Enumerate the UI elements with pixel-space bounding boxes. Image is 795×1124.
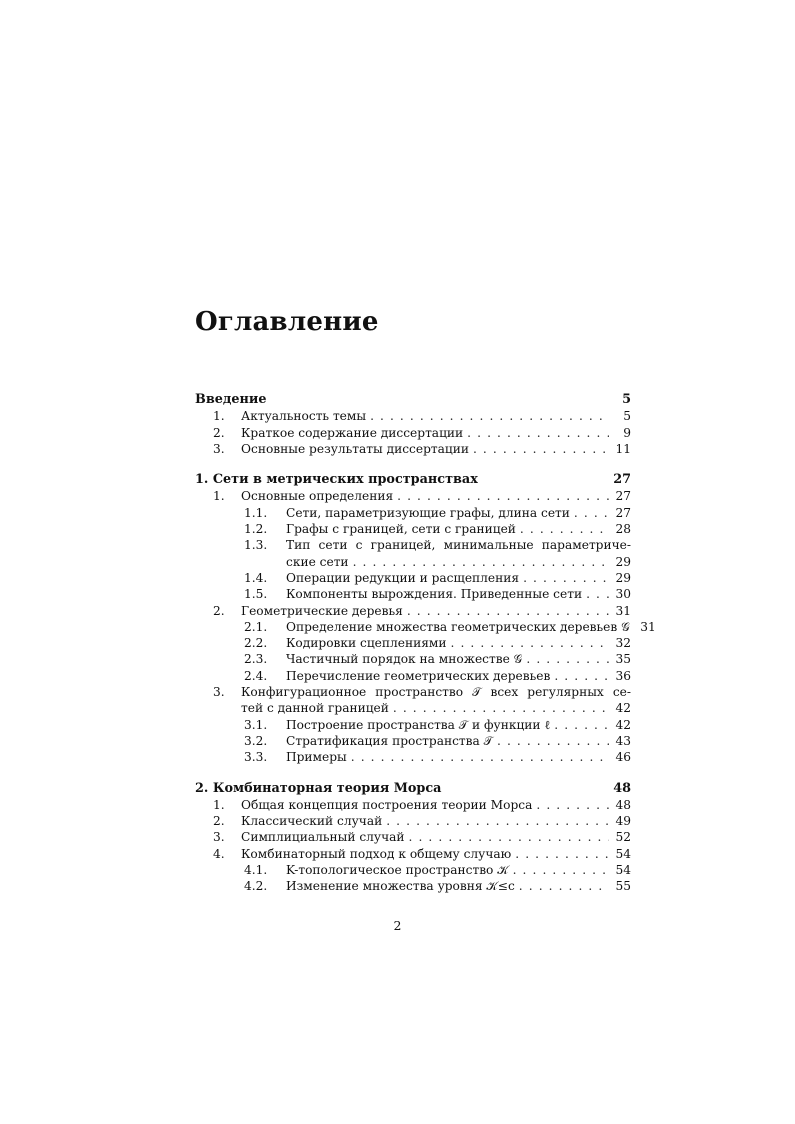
toc-subentry[interactable]	[195, 619, 656, 635]
page-ref: 52	[615, 830, 631, 845]
page-ref: 5	[623, 409, 631, 424]
toc-entry[interactable]	[195, 797, 631, 813]
entry-title: Стратификация пространства 𝒯	[286, 733, 493, 748]
entry-number: 1.5.	[244, 587, 268, 602]
entry-title: Симплициальный случай	[241, 830, 405, 845]
dot-leader	[467, 425, 609, 441]
entry-title: Частичный порядок на множестве 𝒢	[286, 652, 523, 667]
dot-leader	[519, 878, 609, 894]
entry-number: 1.4.	[244, 570, 268, 585]
toc-subentry[interactable]	[195, 570, 631, 586]
toc-subentry[interactable]	[195, 521, 631, 537]
dot-leader	[409, 829, 609, 845]
page-ref: 27	[615, 489, 631, 504]
toc-subentry[interactable]	[195, 505, 631, 521]
entry-title: Основные определения	[241, 489, 394, 504]
page-ref: 28	[615, 522, 631, 537]
page-ref: 54	[615, 863, 631, 878]
entry-number: 4.2.	[244, 879, 268, 894]
entry-number: 4.1.	[244, 863, 268, 878]
entry-title: Общая концепция построения теории Морса	[241, 797, 533, 812]
toc-subentry[interactable]	[195, 733, 631, 749]
toc-chapter-intro[interactable]	[195, 392, 631, 408]
entry-number: 2.3.	[244, 652, 268, 667]
dot-leader	[407, 603, 609, 619]
entry-number: 1.1.	[244, 505, 268, 520]
entry-number: 2.4.	[244, 668, 268, 683]
entry-title: Определение множества геометрических деревьев 𝒢	[286, 619, 630, 634]
page-ref: 42	[615, 717, 631, 732]
page-ref: 54	[615, 846, 631, 861]
dot-leader	[574, 505, 609, 521]
toc-entry[interactable]	[195, 408, 631, 424]
entry-title: Геометрические деревья	[241, 603, 403, 618]
page-ref: 11	[615, 441, 631, 456]
entry-title: Основные результаты диссертации	[241, 441, 469, 456]
dot-leader	[520, 521, 609, 537]
dot-leader	[513, 862, 609, 878]
page-ref: 36	[615, 668, 631, 683]
toc-entry[interactable]	[195, 441, 631, 457]
toc-entry[interactable]	[195, 813, 631, 829]
toc-entry-continued[interactable]	[195, 700, 631, 716]
entry-number: 2.	[213, 425, 225, 440]
page-ref: 42	[615, 701, 631, 716]
dot-leader	[586, 586, 609, 602]
dot-leader	[523, 570, 609, 586]
entry-number: 3.1.	[244, 717, 268, 732]
page-ref: 27	[613, 472, 631, 488]
entry-title: ские сети	[286, 554, 349, 569]
toc-subentry[interactable]	[195, 586, 631, 602]
toc-entry[interactable]	[195, 829, 631, 845]
dot-leader	[351, 749, 609, 765]
dot-leader	[526, 651, 609, 667]
entry-number: 1.	[213, 797, 225, 812]
entry-number: 1.3.	[244, 538, 268, 553]
dot-leader	[353, 554, 609, 570]
page-ref: 9	[623, 425, 631, 440]
entry-number: 2.	[213, 603, 225, 618]
dot-leader	[554, 668, 609, 684]
page-ref: 35	[615, 652, 631, 667]
dot-leader	[536, 797, 609, 813]
toc-chapter-1[interactable]	[195, 472, 631, 488]
dot-leader	[451, 635, 609, 651]
dot-leader	[473, 441, 609, 457]
dot-leader	[386, 813, 609, 829]
entry-title: Построение пространства 𝒯 и функции ℓ	[286, 717, 551, 732]
page-ref: 55	[615, 879, 631, 894]
toc-subentry[interactable]	[195, 635, 631, 651]
entry-title: Компоненты вырождения. Приведенные сети	[286, 587, 583, 602]
dot-leader	[515, 846, 609, 862]
chapter-title: 1. Сети в метрических пространствах	[195, 472, 478, 488]
page-ref: 30	[615, 587, 631, 602]
toc-entry[interactable]	[195, 846, 631, 862]
chapter-title: 2. Комбинаторная теория Морса	[195, 780, 442, 796]
page-ref: 31	[615, 603, 631, 618]
entry-title: тей с данной границей	[241, 701, 389, 716]
chapter-title: Введение	[195, 392, 267, 407]
page-ref: 29	[615, 554, 631, 569]
entry-title: Актуальность темы	[241, 409, 367, 424]
entry-number: 2.	[213, 814, 225, 829]
entry-number: 3.	[213, 441, 225, 456]
entry-title: Перечисление геометрических деревьев	[286, 668, 551, 683]
entry-title: Комбинаторный подход к общему случаю	[241, 846, 512, 861]
entry-title: Тип сети с границей, минимальные параметриче-	[286, 538, 631, 553]
page-ref: 29	[615, 570, 631, 585]
entry-number: 3.3.	[244, 750, 268, 765]
toc-subentry[interactable]	[195, 749, 631, 765]
entry-title: Конфигурационное пространство 𝒯 всех регулярных се-	[241, 685, 631, 700]
toc-entry[interactable]	[195, 488, 631, 504]
entry-number: 1.2.	[244, 522, 268, 537]
toc-subentry[interactable]	[195, 651, 631, 667]
entry-number: 3.	[213, 830, 225, 845]
entry-title: K-топологическое пространство 𝒦	[286, 863, 509, 878]
entry-title: Классический случай	[241, 814, 383, 829]
entry-number: 3.2.	[244, 733, 268, 748]
page-number: 2	[393, 918, 402, 933]
entry-title: Кодировки сцеплениями	[286, 636, 447, 651]
entry-number: 3.	[213, 685, 225, 700]
dot-leader	[497, 733, 609, 749]
dot-leader	[397, 488, 609, 504]
page-ref: 49	[615, 814, 631, 829]
table-of-contents	[195, 392, 656, 895]
toc-entry[interactable]	[195, 603, 631, 619]
toc-subentry[interactable]	[195, 862, 631, 878]
page-ref: 46	[615, 750, 631, 765]
page-ref: 31	[640, 619, 656, 634]
dot-leader	[554, 717, 609, 733]
page-ref: 27	[615, 505, 631, 520]
page-ref: 48	[615, 797, 631, 812]
dot-leader	[393, 700, 609, 716]
entry-title: Операции редукции и расщепления	[286, 570, 520, 585]
entry-number: 2.1.	[244, 619, 268, 634]
toc-entry[interactable]	[195, 425, 631, 441]
toc-subentry[interactable]	[195, 668, 631, 684]
entry-title: Изменение множества уровня 𝒦≤c	[286, 879, 515, 894]
toc-subentry[interactable]	[195, 537, 631, 553]
entry-number: 1.	[213, 409, 225, 424]
toc-subentry[interactable]	[195, 878, 631, 894]
toc-subentry-continued[interactable]	[195, 554, 631, 570]
entry-title: Графы с границей, сети с границей	[286, 522, 516, 537]
entry-number: 2.2.	[244, 636, 268, 651]
page-title: Оглавление	[195, 307, 379, 337]
page-ref: 48	[613, 780, 631, 796]
entry-title: Примеры	[286, 750, 347, 765]
page-ref: 32	[615, 636, 631, 651]
entry-title: Краткое содержание диссертации	[241, 425, 464, 440]
entry-title: Сети, параметризующие графы, длина сети	[286, 505, 570, 520]
dot-leader	[370, 408, 609, 424]
entry-number: 4.	[213, 846, 225, 861]
page-ref: 43	[615, 733, 631, 748]
toc-subentry[interactable]	[195, 717, 631, 733]
entry-number: 1.	[213, 489, 225, 504]
toc-chapter-2[interactable]	[195, 781, 631, 797]
toc-entry[interactable]	[195, 684, 631, 700]
page-ref: 5	[622, 392, 631, 407]
